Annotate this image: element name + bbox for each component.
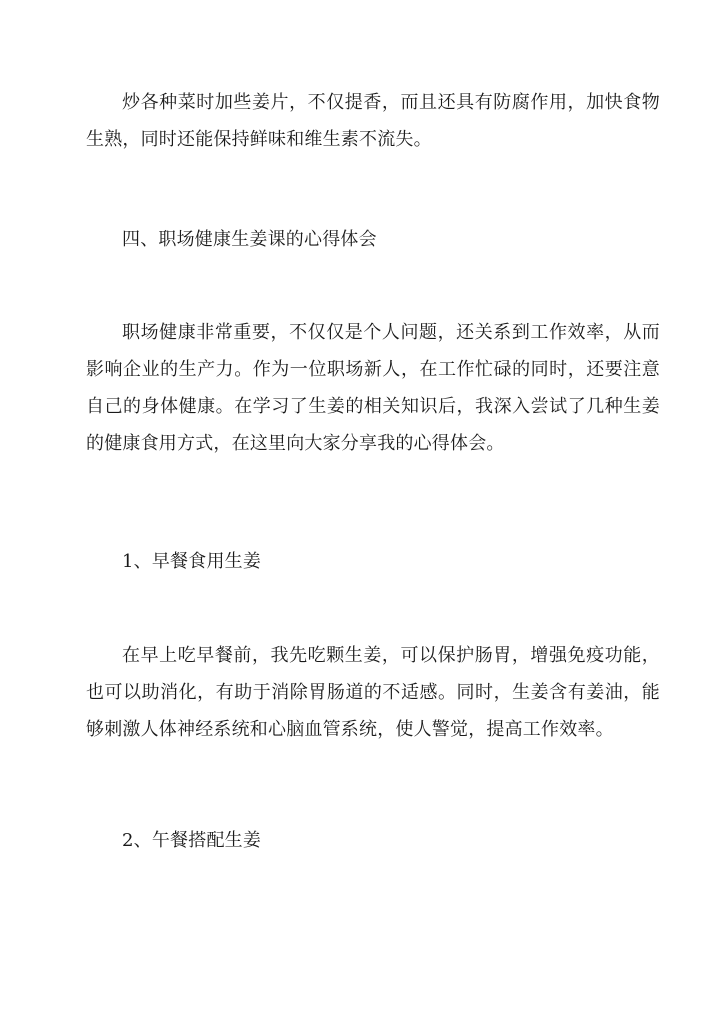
paragraph-cooking-ginger: 炒各种菜时加些姜片，不仅提香，而且还具有防腐作用，加快食物生熟，同时还能保持鲜味和维生素不流失。 <box>86 92 660 150</box>
section-heading-workplace-health: 四、职场健康生姜课的心得体会 <box>122 229 377 250</box>
subheading-breakfast-ginger: 1、早餐食用生姜 <box>122 551 262 572</box>
paragraph-breakfast-ginger: 在早上吃早餐前，我先吃颗生姜，可以保护肠胃，增强免疫功能，也可以助消化，有助于消除胃肠道的不适感。同时，生姜含有姜油，能够刺激人体神经系统和心脑血管系统，使人警觉，提高工作效率。 <box>86 645 660 740</box>
paragraph-workplace-health: 职场健康非常重要，不仅仅是个人问题，还关系到工作效率，从而影响企业的生产力。作为一位职场新人，在工作忙碌的同时，还要注意自己的身体健康。在学习了生姜的相关知识后，我深入尝试了几种生姜的健康食用方式，在这里向大家分享我的心得体会。 <box>86 322 660 454</box>
subheading-lunch-ginger: 2、午餐搭配生姜 <box>122 830 262 851</box>
